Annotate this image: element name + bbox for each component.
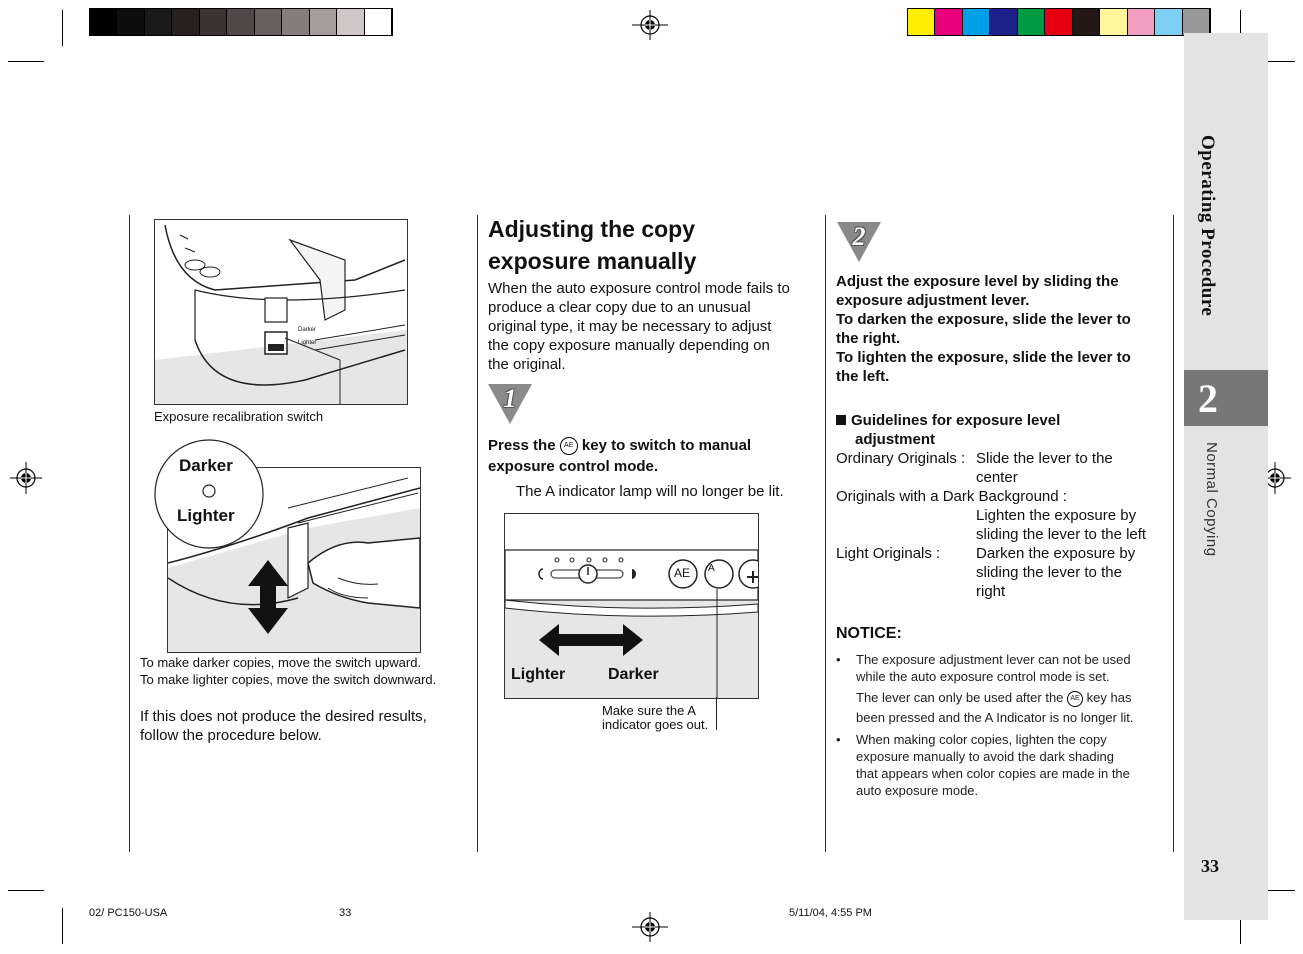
gray-swatch xyxy=(227,9,254,35)
notice-item xyxy=(836,651,1166,726)
callout-lighter-label: Lighter xyxy=(177,506,235,525)
guidelines-title-text: Guidelines for exposure level xyxy=(851,412,1061,429)
notice-line: key has xyxy=(1086,690,1132,705)
instruction-line: Adjust the exposure level by sliding the xyxy=(836,273,1119,290)
copier-switch-illustration xyxy=(154,219,408,405)
color-swatch xyxy=(1045,9,1072,35)
ae-key-icon: AE xyxy=(560,437,578,455)
notice-line: exposure manually to avoid the dark shading xyxy=(856,749,1114,764)
bullet-icon: • xyxy=(836,652,841,667)
color-swatch xyxy=(935,9,962,35)
chapter-number-box xyxy=(1184,370,1268,426)
figure-caption: To make darker copies, move the switch upward. xyxy=(140,655,422,670)
color-swatch xyxy=(908,9,935,35)
panel-darker-label: Darker xyxy=(608,666,659,683)
notice-title: NOTICE: xyxy=(836,625,902,642)
footer-page: 33 xyxy=(339,907,352,919)
chapter-number: 2 xyxy=(1198,375,1218,421)
crop-mark xyxy=(8,890,44,891)
gray-swatch xyxy=(255,9,282,35)
instruction-line: To lighten the exposure, slide the lever to xyxy=(836,349,1131,366)
intro-line: the copy exposure manually depending on xyxy=(488,337,770,354)
step-instruction xyxy=(488,436,751,456)
panel-caption: Make sure the A xyxy=(602,703,696,718)
guidelines-title xyxy=(836,411,1060,449)
step-text: Press the xyxy=(488,437,556,454)
color-swatch xyxy=(1100,9,1127,35)
color-swatch xyxy=(1018,9,1045,35)
gray-swatch xyxy=(90,9,117,35)
copier-drawing xyxy=(155,220,407,404)
notice-line: been pressed and the A Indicator is no longer lit. xyxy=(856,709,1134,725)
instruction-line: the left. xyxy=(836,368,890,385)
column-divider xyxy=(477,215,478,852)
gray-swatch xyxy=(200,9,227,35)
notice-line: that appears when color copies are made in the xyxy=(856,766,1130,781)
ae-key-icon: AE xyxy=(1067,691,1083,707)
switch-label-lighter: Lighter xyxy=(298,340,317,346)
notice-item xyxy=(836,731,1166,799)
gray-swatch xyxy=(337,9,364,35)
step-result: The A indicator lamp will no longer be lit. xyxy=(516,483,784,500)
step-1-marker xyxy=(488,384,532,424)
bullet-icon: • xyxy=(836,732,841,747)
ae-key-label: AE xyxy=(674,566,691,580)
guideline-line: sliding the lever to the left xyxy=(976,526,1147,543)
gray-swatch xyxy=(117,9,144,35)
guideline-line: center xyxy=(976,469,1018,486)
color-swatch xyxy=(1128,9,1155,35)
guideline-value xyxy=(976,544,1135,601)
notice-line: while the auto exposure control mode is set. xyxy=(856,669,1110,684)
notice-line: auto exposure mode. xyxy=(856,783,979,798)
crop-mark xyxy=(62,10,63,46)
instruction-line: exposure adjustment lever. xyxy=(836,292,1030,309)
guideline-value xyxy=(976,449,1113,487)
guideline-line: sliding the lever to the xyxy=(976,564,1122,581)
subsection-title: Normal Copying xyxy=(1203,442,1220,557)
footer-file-name: 02/ PC150-USA xyxy=(89,907,168,919)
panel-caption: indicator goes out. xyxy=(602,717,709,732)
guideline-label: Originals with a Dark Background : xyxy=(836,488,1067,505)
column-divider xyxy=(825,215,826,852)
notice-line: When making color copies, lighten the copy xyxy=(856,732,1107,747)
guideline-label: Light Originals : xyxy=(836,545,941,562)
note-text: If this does not produce the desired results, xyxy=(140,708,427,725)
guidelines-title-text: adjustment xyxy=(855,431,936,448)
intro-line: When the auto exposure control mode fails to xyxy=(488,280,790,297)
column-divider xyxy=(1173,215,1174,852)
color-swatch xyxy=(1183,9,1210,35)
column-divider xyxy=(129,215,130,852)
color-swatch xyxy=(963,9,990,35)
crop-mark xyxy=(62,908,63,944)
color-calibration-bar xyxy=(907,8,1211,36)
figure-caption: Exposure recalibration switch xyxy=(154,409,324,424)
intro-line: the original. xyxy=(488,356,566,373)
step-number: 1 xyxy=(503,384,517,413)
color-swatch xyxy=(990,9,1017,35)
gray-swatch xyxy=(145,9,172,35)
notice-line: The lever can only be used after the xyxy=(856,690,1064,705)
color-swatch xyxy=(1073,9,1100,35)
instruction-line: To darken the exposure, slide the lever to xyxy=(836,311,1131,328)
darker-lighter-callout xyxy=(153,438,265,550)
guideline-label: Ordinary Originals : xyxy=(836,450,966,467)
intro-line: produce a clear copy due to an unusual xyxy=(488,299,751,316)
guideline-line: Lighten the exposure by xyxy=(976,507,1137,524)
square-bullet-icon xyxy=(836,415,846,425)
panel-lighter-label: Lighter xyxy=(511,666,566,683)
a-indicator-label: A xyxy=(708,563,715,574)
note-text: follow the procedure below. xyxy=(140,727,322,744)
registration-mark-icon xyxy=(632,912,668,942)
gray-swatch xyxy=(282,9,309,35)
color-swatch xyxy=(1155,9,1182,35)
step-number: 2 xyxy=(852,222,866,251)
page-number: 33 xyxy=(1201,856,1219,876)
gray-swatch xyxy=(172,9,199,35)
intro-text xyxy=(488,279,818,374)
guideline-line: right xyxy=(976,583,1006,600)
guideline-line: Darken the exposure by xyxy=(976,545,1136,562)
section-title: Operating Procedure xyxy=(1197,135,1218,317)
step-instruction: exposure control mode. xyxy=(488,458,659,475)
registration-mark-icon xyxy=(632,10,668,40)
guideline-value xyxy=(976,506,1146,544)
registration-mark-icon xyxy=(10,462,42,494)
instruction-line: the right. xyxy=(836,330,901,347)
step-2-marker xyxy=(837,222,881,262)
footer-datetime: 5/11/04, 4:55 PM xyxy=(789,907,872,919)
crop-mark xyxy=(8,61,44,62)
section-heading: exposure manually xyxy=(488,248,697,274)
callout-line xyxy=(716,697,717,730)
callout-darker-label: Darker xyxy=(179,456,233,475)
intro-line: original type, it may be necessary to adjust xyxy=(488,318,772,335)
grayscale-calibration-bar xyxy=(89,8,393,36)
gray-swatch xyxy=(310,9,337,35)
section-heading: Adjusting the copy xyxy=(488,216,695,242)
gray-swatch xyxy=(365,9,392,35)
step-instruction xyxy=(836,272,1131,386)
figure-caption: To make lighter copies, move the switch downward. xyxy=(140,672,437,687)
switch-label-darker: Darker xyxy=(298,327,317,333)
control-panel-illustration xyxy=(504,513,759,699)
guideline-line: Slide the lever to the xyxy=(976,450,1113,467)
notice-line: The exposure adjustment lever can not be used xyxy=(856,652,1131,667)
step-text: key to switch to manual xyxy=(581,437,752,454)
